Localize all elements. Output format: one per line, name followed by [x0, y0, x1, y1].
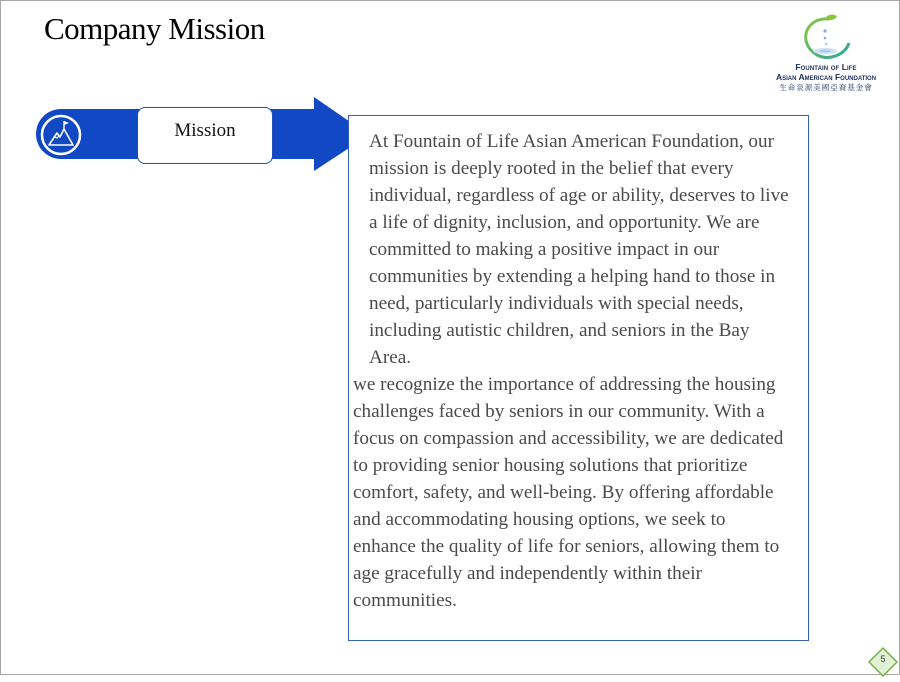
logo-name-line2: Asian American Foundation — [775, 72, 877, 82]
logo-name-line1: Fountain of Life — [795, 62, 857, 72]
foundation-logo — [757, 13, 895, 93]
fountain-logo-icon — [795, 13, 857, 61]
slide-title: Company Mission — [44, 11, 265, 46]
mountain-flag-icon — [39, 113, 83, 157]
logo-chinese-name: 生命泉源美國亞裔基金會 — [779, 83, 873, 92]
mission-text-panel — [348, 115, 809, 641]
mission-label-box — [137, 107, 273, 164]
mission-paragraph-1: At Fountain of Life Asian American Foundation, our mission is deeply rooted in the belief that every individual, regardless of age or ability, deserves to live a life of dignity, inclusion, and opportunity. We are committed to making a positive impact in our communities by extending a helping hand to those in need, particularly individuals with special needs, including autistic children, and seniors in the Bay Area. — [369, 131, 789, 368]
page-number-badge — [867, 647, 899, 677]
mission-label: Mission — [174, 119, 236, 141]
mission-paragraph-2: we recognize the importance of addressing the housing challenges faced by seniors in our community. With a focus on compassion and accessibility, we are dedicated to providing senior housing solutions that prioritize comfort, safety, and well-being. By offering affordable and accommodating housing options, we seek to enhance the quality of life for seniors, allowing them to age gracefully and independently within their communities. — [353, 374, 784, 611]
page-number: 5 — [880, 654, 886, 664]
